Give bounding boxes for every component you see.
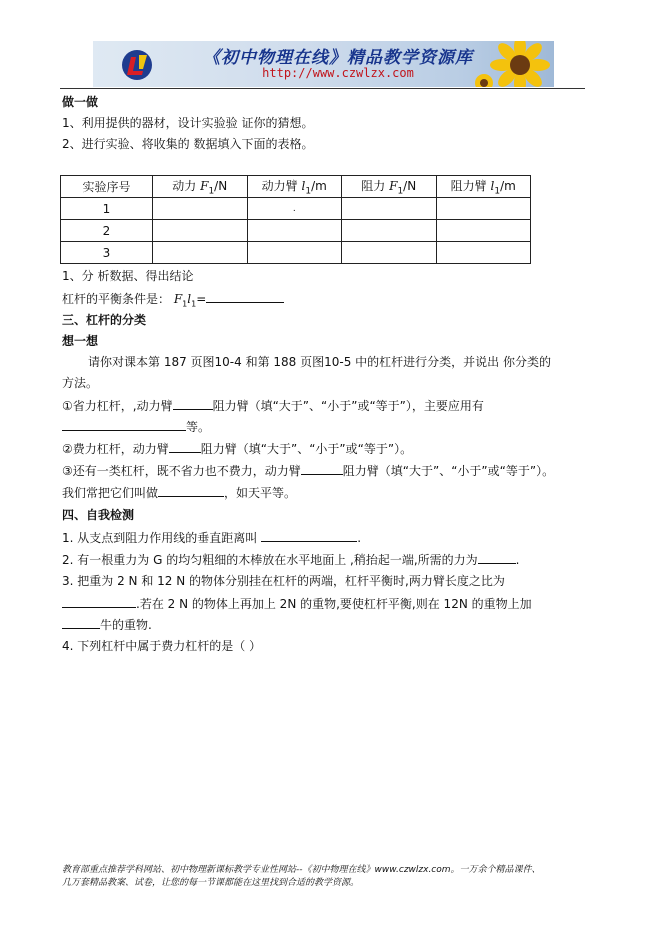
table-cell[interactable] bbox=[342, 242, 437, 264]
header-subscript: 1 bbox=[208, 186, 215, 197]
formula-equals: = bbox=[196, 292, 207, 306]
table-cell[interactable] bbox=[436, 242, 531, 264]
table-cell[interactable] bbox=[436, 198, 531, 220]
q2-end: . bbox=[515, 553, 520, 567]
question-lever-1-cont bbox=[62, 418, 210, 435]
q3-text-c: 牛的重物. bbox=[100, 618, 152, 632]
experiment-table bbox=[60, 175, 531, 264]
table-cell[interactable] bbox=[247, 242, 342, 264]
header-unit: /m bbox=[500, 178, 516, 193]
table-header-row bbox=[61, 176, 531, 198]
q1-text-b: 阻力臂（填“大于”、“小于”或“等于”），主要应用有 bbox=[212, 399, 484, 413]
balance-condition-label: 杠杆的平衡条件是： bbox=[62, 292, 171, 306]
header-banner bbox=[93, 41, 554, 87]
answer-blank[interactable] bbox=[301, 462, 343, 475]
q1-text: 1. 从支点到阻力作用线的垂直距离叫 bbox=[62, 531, 258, 545]
formula-arm: l bbox=[187, 292, 192, 306]
do-item-1: 1、利用提供的器材，设计实验验 证你的猜想。 bbox=[62, 116, 314, 130]
header-subscript: 1 bbox=[494, 186, 501, 197]
do-item-2: 2、进行实验、将收集的 数据填入下面的表格。 bbox=[62, 137, 314, 151]
header-rule bbox=[60, 88, 585, 89]
header-cell: 实验序号 bbox=[61, 176, 153, 198]
header-symbol: l bbox=[490, 178, 495, 193]
header-cell bbox=[436, 176, 531, 198]
table-cell[interactable] bbox=[153, 198, 248, 220]
row-number-cell: 3 bbox=[61, 242, 153, 264]
header-unit: /N bbox=[214, 178, 228, 193]
row-number-cell: 2 bbox=[61, 220, 153, 242]
self-test-q1 bbox=[62, 529, 361, 546]
analysis-item: 1、分 析数据、得出结论 bbox=[62, 269, 194, 283]
table-row bbox=[61, 242, 531, 264]
q2-text-a: ②费力杠杆，动力臂 bbox=[62, 442, 169, 456]
header-label: 动力臂 bbox=[261, 178, 302, 193]
q3-text-b: .若在 2 N 的物体上再加上 2N 的重物,要使杠杆平衡,则在 12N 的重物上加 bbox=[136, 597, 532, 611]
think-heading: 想一想 bbox=[62, 334, 99, 348]
q4-text-b: ，如天平等。 bbox=[224, 486, 297, 500]
table-cell[interactable] bbox=[436, 220, 531, 242]
header-cell bbox=[153, 176, 248, 198]
q2-text: 2. 有一根重力为 G 的均匀粗细的木棒放在水平地面上 ,稍抬起一端,所需的力为 bbox=[62, 553, 478, 567]
answer-blank[interactable] bbox=[62, 595, 136, 608]
table-cell[interactable] bbox=[153, 220, 248, 242]
answer-blank[interactable] bbox=[169, 440, 201, 453]
self-test-q3-line3 bbox=[62, 616, 152, 633]
header-label: 阻力 bbox=[361, 178, 390, 193]
header-symbol: F bbox=[389, 178, 398, 193]
answer-blank[interactable] bbox=[261, 529, 357, 542]
header-subscript: 1 bbox=[397, 186, 404, 197]
q1-end: . bbox=[357, 531, 362, 545]
section-3-heading: 三、杠杆的分类 bbox=[62, 313, 147, 327]
header-cell bbox=[247, 176, 342, 198]
q3-text-a: ③还有一类杠杆，既不省力也不费力，动力臂 bbox=[62, 464, 301, 478]
q3-text-b: 阻力臂（填“大于”、“小于”或“等于”）。 bbox=[342, 464, 555, 478]
self-test-q4: 4. 下列杠杆中属于费力杠杆的是（ ） bbox=[62, 639, 262, 653]
self-test-q3-line1: 3. 把重为 2 N 和 12 N 的物体分别挂在杠杆的两端，杠杆平衡时,两力臂长度之比为 bbox=[62, 574, 505, 588]
intro-line-1: 请你对课本第 187 页图10-4 和第 188 页图10-5 中的杠杆进行分类，并说出 你分类的 bbox=[88, 355, 551, 369]
table-cell[interactable]: . bbox=[247, 198, 342, 220]
self-test-q3-line2 bbox=[62, 595, 532, 612]
section-do-heading: 做一做 bbox=[62, 95, 99, 109]
header-label: 阻力臂 bbox=[450, 178, 491, 193]
header-subscript: 1 bbox=[305, 186, 312, 197]
answer-blank[interactable] bbox=[173, 397, 213, 410]
header-unit: /N bbox=[403, 178, 417, 193]
question-lever-4 bbox=[62, 484, 296, 501]
formula-force: F bbox=[173, 292, 183, 306]
table-cell[interactable] bbox=[247, 220, 342, 242]
answer-blank[interactable] bbox=[62, 616, 100, 629]
balance-condition-line bbox=[62, 290, 284, 312]
formula-subscript: 1 bbox=[191, 299, 197, 309]
intro-line-2: 方法。 bbox=[62, 376, 99, 390]
table-cell[interactable] bbox=[342, 220, 437, 242]
header-label: 动力 bbox=[172, 178, 201, 193]
header-cell bbox=[342, 176, 437, 198]
self-test-q2 bbox=[62, 551, 519, 568]
q4-text-a: 我们常把它们叫做 bbox=[62, 486, 159, 500]
sunflower-icon bbox=[472, 41, 552, 87]
footer-line-1: 教育部重点推荐学科网站、初中物理新课标教学专业性网站--《初中物理在线》www.czwlzx.com。一万余个精品课件、 bbox=[62, 865, 541, 875]
formula-subscript: 1 bbox=[182, 299, 188, 309]
answer-blank[interactable] bbox=[158, 484, 224, 497]
answer-blank[interactable] bbox=[62, 418, 186, 431]
question-lever-2 bbox=[62, 440, 412, 457]
table-cell[interactable] bbox=[342, 198, 437, 220]
answer-blank[interactable] bbox=[478, 551, 516, 564]
question-lever-3 bbox=[62, 462, 554, 479]
banner-title: 《初中物理在线》精品教学资源库 bbox=[203, 48, 473, 68]
table-row bbox=[61, 198, 531, 220]
banner-url[interactable]: http://www.czwlzx.com bbox=[262, 66, 414, 80]
q2-text-b: 阻力臂（填“大于”、“小于”或“等于”）。 bbox=[200, 442, 413, 456]
question-lever-1 bbox=[62, 397, 484, 414]
header-symbol: l bbox=[301, 178, 306, 193]
q1-text-a: ①省力杠杆，,动力臂 bbox=[62, 399, 173, 413]
section-4-heading: 四、自我检测 bbox=[62, 508, 135, 522]
footer-line-2: 几万套精品教案、试卷，让您的每一节课都能在这里找到合适的教学资源。 bbox=[62, 878, 360, 888]
q1-text-c: 等。 bbox=[186, 420, 211, 434]
table-row bbox=[61, 220, 531, 242]
answer-blank[interactable] bbox=[206, 290, 284, 303]
header-symbol: F bbox=[200, 178, 209, 193]
table-cell[interactable] bbox=[153, 242, 248, 264]
header-unit: /m bbox=[311, 178, 327, 193]
site-logo-icon bbox=[117, 47, 157, 83]
row-number-cell: 1 bbox=[61, 198, 153, 220]
